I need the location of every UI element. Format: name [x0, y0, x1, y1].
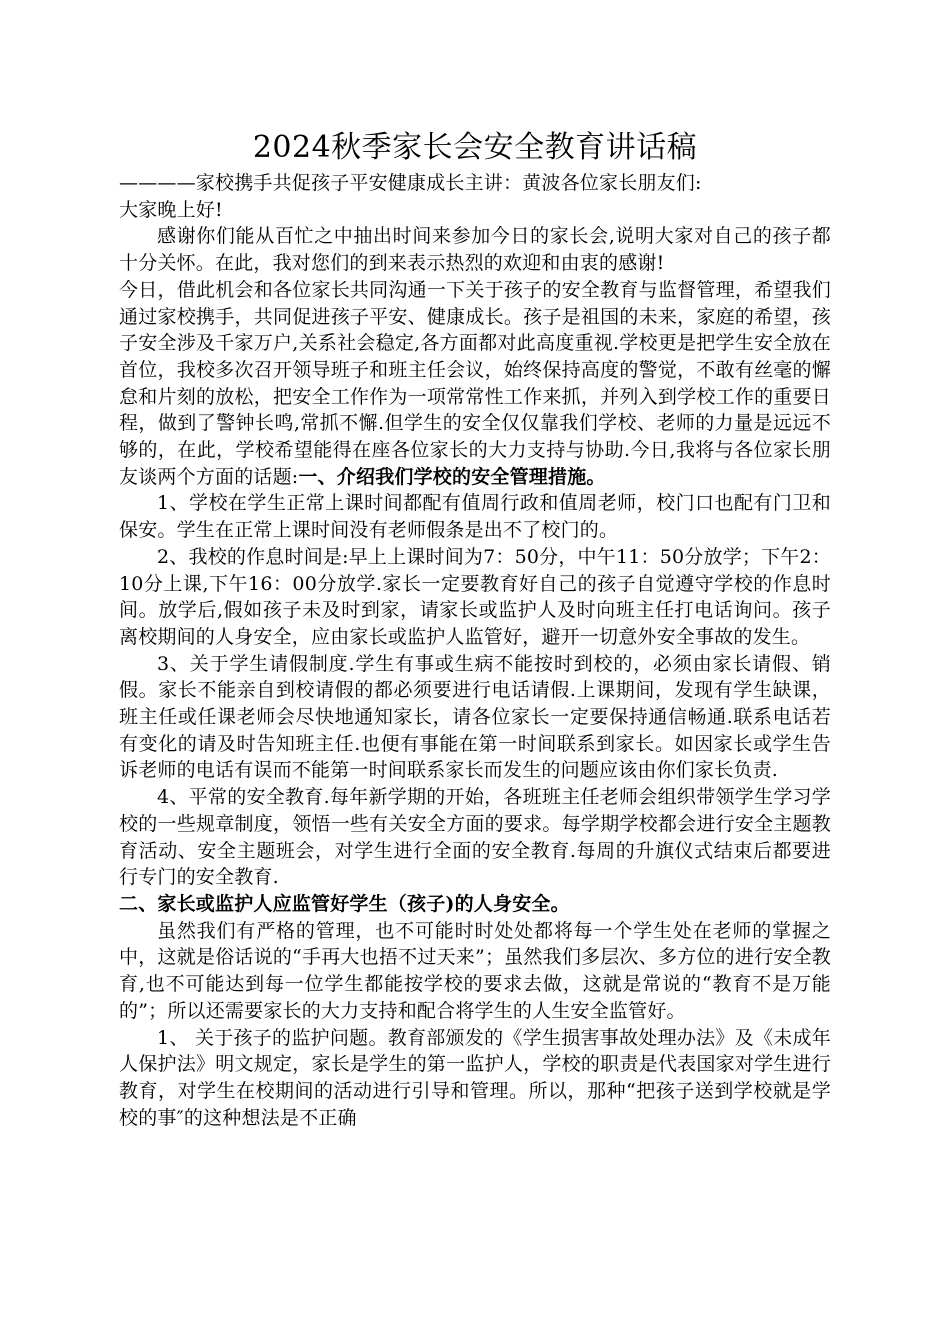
opening-text: 今日，借此机会和各位家长共同沟通一下关于孩子的安全教育与监督管理，希望我们通过家校携手，共同促进孩子平安、健康成长。孩子是祖国的未来，家庭的希望，孩子安全涉及千家万户,关系社会稳定,各方面都对此高度重视.学校更是把学生安全放在首位，我校多次召开领导班子和班主任会议，始终保持高度的警觉，不敢有丝毫的懈怠和片刻的放松，把安全工作作为一项常常性工作来抓，并列入到学校工作的重要日程，做到了警钟长鸣,常抓不懈.但学生的安全仅仅靠我们学校、老师的力量是远远不够的，在此，学校希望能得在座各位家长的大力支持与协助.今日,我将与各位家长朋友谈两个方面的话题:: [119, 278, 831, 488]
section1-item-4: 4、平常的安全教育.每年新学期的开始，各班班主任老师会组织带领学生学习学校的一些规章制度，领悟一些有关安全方面的要求。每学期学校都会进行安全主题教育活动、安全主题班会，对学生进行全面的安全教育.每周的升旗仪式结束后都要进行专门的安全教育.: [119, 786, 831, 889]
section1-item-3: 3、关于学生请假制度.学生有事或生病不能按时到校的，必须由家长请假、销假。家长不能亲自到校请假的都必须要进行电话请假.上课期间，发现有学生缺课，班主任或任课老师会尽快地通知家长，请各位家长一定要保持通信畅通.联系电话若有变化的请及时告知班主任.也便有事能在第一时间联系到家长。如因家长或学生告诉老师的电话有误而不能第一时间联系家长而发生的问题应该由你们家长负责.: [119, 652, 831, 782]
greeting: 大家晚上好!: [119, 198, 223, 221]
section2-item-1: 1、 关于孩子的监护问题。教育部颁发的《学生损害事故处理办法》及《未成年人保护法》明文规定，家长是学生的第一监护人，学校的职责是代表国家对学生进行教育，对学生在校期间的活动进行引导和管理。所以，那种“把孩子送到学校就是学校的事″的这种想法是不正确: [119, 1026, 831, 1129]
section2-heading: 二、家长或监护人应监管好学生（孩子)的人身安全。: [119, 892, 570, 915]
section1-item-2: 2、我校的作息时间是:早上上课时间为7：50分，中午11：50分放学；下午2：10分上课,下午16：00分放学.家长一定要教育好自己的孩子自觉遵守学校的作息时间。放学后,假如孩子未及时到家，请家长或监护人及时向班主任打电话询问。孩子离校期间的人身安全，应由家长或监护人监管好，避开一切意外安全事故的发生。: [119, 545, 831, 648]
section2-intro: 虽然我们有严格的管理，也不可能时时处处都将每一个学生处在老师的掌握之中，这就是俗话说的“手再大也捂不过天来”；虽然我们多层次、多方位的进行安全教育,也不可能达到每一位学生都能按学校的要求去做，这就是常说的“教育不是万能的”；所以还需要家长的大力支持和配合将学生的人生安全监管好。: [119, 919, 831, 1022]
intro-paragraph: 感谢你们能从百忙之中抽出时间来参加今日的家长会,说明大家对自己的孩子都十分关怀。在此，我对您们的到来表示热烈的欢迎和由衷的感谢!: [119, 225, 831, 275]
document-page: [119, 128, 831, 1131]
subtitle-line: ————家校携手共促孩子平安健康成长主讲：黄波各位家长朋友们:: [119, 172, 702, 194]
section1-item-1: 1、学校在学生正常上课时间都配有值周行政和值周老师，校门口也配有门卫和保安。学生在正常上课时间没有老师假条是出不了校门的。: [119, 492, 831, 542]
opening-paragraph: [119, 277, 831, 491]
document-title: 2024秋季家长会安全教育讲话稿: [252, 130, 698, 165]
section1-heading: 一、介绍我们学校的安全管理措施。: [298, 465, 606, 488]
